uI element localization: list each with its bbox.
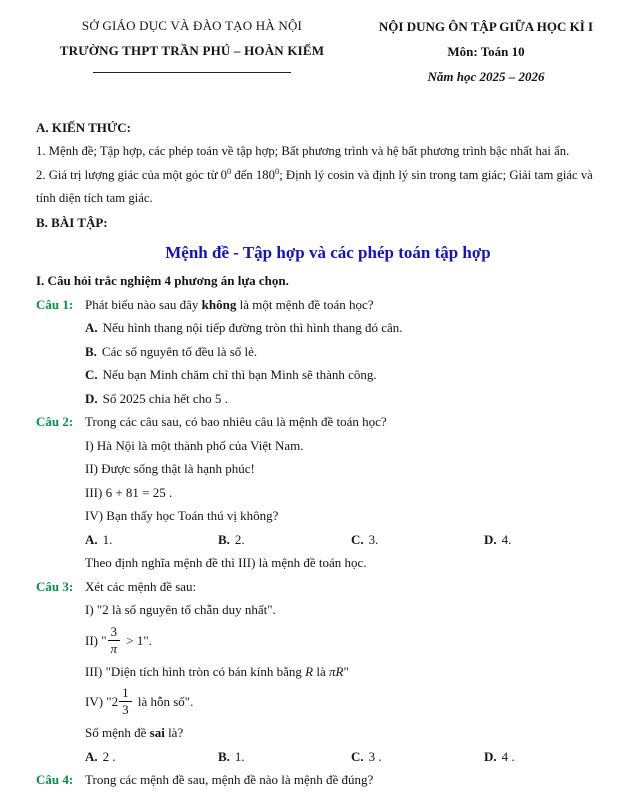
answer-a: A. 2 . <box>85 748 116 764</box>
answer-b: B. 1. <box>218 748 245 764</box>
header-underline <box>93 72 291 73</box>
answer-d: D. 4 . <box>484 748 515 764</box>
exam-title: NỘI DUNG ÔN TẬP GIỮA HỌC KÌ I <box>378 19 594 34</box>
answer-c: C. 3 . <box>351 748 382 764</box>
knowledge-item-2-wrap: tính diện tích tam giác. <box>36 191 153 205</box>
school-name: TRƯỜNG THPT TRẦN PHÚ – HOÀN KIẾM <box>59 42 325 58</box>
answer-row <box>85 745 620 769</box>
variable-piR: πR <box>328 663 344 679</box>
answer-b: B. 2. <box>218 531 245 547</box>
knowledge-heading: A. KIẾN THỨC: <box>36 120 131 135</box>
document-header <box>36 14 620 89</box>
answer-c: C. 3. <box>351 531 379 547</box>
question-label: Câu 1: <box>36 296 74 312</box>
option-d: D. Số 2025 chia hết cho 5 . <box>85 390 228 406</box>
question-4 <box>36 768 620 792</box>
mixed-number-2-1-3: 2 $\frac{1}{3}$ <box>112 694 135 709</box>
school-header <box>36 14 348 89</box>
angle-180: $180^0$ <box>255 165 280 182</box>
part-title: I. Câu hỏi trắc nghiệm 4 phương án lựa chọn. <box>36 272 289 288</box>
knowledge-item-1: 1. Mệnh đề; Tập hợp, các phép toán về tập hợp; Bất phương trình và hệ bất phương trình bậc nhất hai ẩn. <box>36 144 570 158</box>
knowledge-section <box>36 115 620 235</box>
fraction-1-over-3: $\frac{1}{3}$ <box>119 686 132 716</box>
answer-d: D. 4. <box>484 531 512 547</box>
option-a: A. Nếu hình thang nội tiếp đường tròn thì hình thang đó cân. <box>85 320 403 335</box>
answer-a: A. 1. <box>85 531 113 547</box>
question-stem: Trong các câu sau, có bao nhiêu câu là mệnh đề toán học? <box>85 414 387 429</box>
question-3 <box>36 575 620 769</box>
statement-i: I) "2 là số nguyên tố chẵn duy nhất". <box>85 602 276 617</box>
statement-iii: III) 6 + 81 = 25 . <box>85 484 173 500</box>
option-c: C. Nếu bạn Minh chăm chỉ thì bạn Minh sẽ thành công. <box>85 367 377 382</box>
fraction-3-over-pi: $\frac{3}{\pi}$ <box>108 625 121 655</box>
question-prompt: Số mệnh đề sai là? <box>85 725 184 740</box>
exam-header <box>352 14 620 89</box>
statement-iv: IV) "2 $\frac{1}{3}$ là hỗn số". <box>85 685 194 718</box>
question-2 <box>36 410 620 575</box>
option-b: B. Các số nguyên tố đều là số lẻ. <box>85 343 258 359</box>
statement-iii: III) "Diện tích hình tròn có bán kính bằng R là πR" <box>85 663 349 679</box>
angle-0: $0^0$ <box>220 165 232 182</box>
question-1 <box>36 293 620 411</box>
school-year: Năm học 2025 – 2026 <box>427 69 545 84</box>
question-label: Câu 4: <box>36 772 74 787</box>
answer-row <box>85 528 620 552</box>
question-stem: Phát biểu nào sau đây không là một mệnh đề toán học? <box>85 296 374 312</box>
knowledge-item-2: 2. Giá trị lượng giác của một góc từ $0^0$ đến $180^0$; Định lý cosin và định lý sin trong tam giác; Giải tam giác và <box>36 165 593 182</box>
statement-i: I) Hà Nội là một thành phố của Việt Nam. <box>85 437 304 453</box>
variable-R: R <box>305 663 314 679</box>
question-label: Câu 2: <box>36 414 74 429</box>
degree-superscript: 0 <box>227 165 232 176</box>
question-label: Câu 3: <box>36 578 74 594</box>
subject-line: Môn: Toán 10 <box>447 44 525 59</box>
section-title: Mệnh đề - Tập hợp và các phép toán tập hợp <box>165 242 491 262</box>
statement-ii: II) " $\frac{3}{\pi}$ > 1". <box>85 623 152 656</box>
exercises-heading: B. BÀI TẬP: <box>36 214 108 230</box>
degree-superscript: 0 <box>274 165 280 176</box>
department-name: SỞ GIÁO DỤC VÀ ĐÀO TẠO HÀ NỘI <box>81 18 303 33</box>
question-stem: Trong các mệnh đề sau, mệnh đề nào là mệnh đề đúng? <box>85 772 374 787</box>
solution-note: Theo định nghĩa mệnh đề thì III) là mệnh đề toán học. <box>85 555 367 570</box>
question-stem: Xét các mệnh đề sau: <box>85 578 197 594</box>
statement-iv: IV) Bạn thấy học Toán thú vị không? <box>85 508 279 523</box>
statement-ii: II) Được sống thật là hạnh phúc! <box>85 461 255 476</box>
